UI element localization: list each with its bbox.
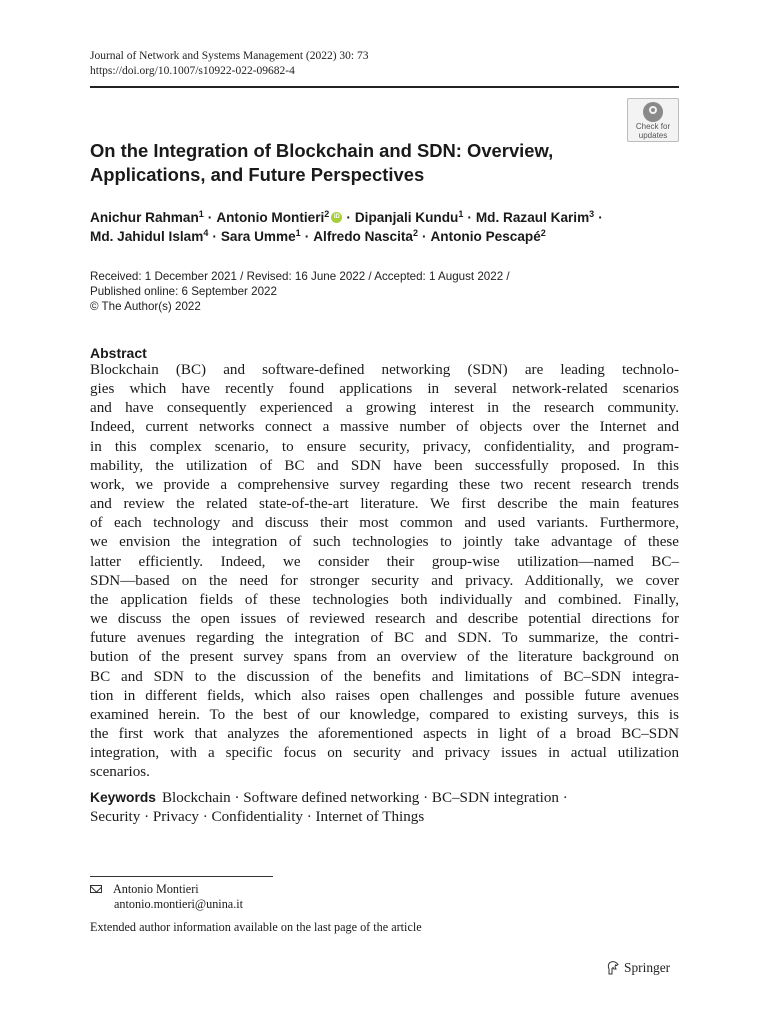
abstract-line: work, we provide a comprehensive survey regarding these two recent research trends [90, 476, 679, 493]
abstract-line: we envision the integration of such technologies to jointly take advantage of these [90, 534, 679, 551]
history-dates: Received: 1 December 2021 / Revised: 16 June 2022 / Accepted: 1 August 2022 / [90, 270, 510, 283]
abstract-line: and review the related state-of-the-art literature. We first describe the main features [90, 496, 679, 513]
copyright: © The Author(s) 2022 [90, 300, 201, 313]
publisher-logo [606, 959, 670, 977]
orcid-icon[interactable] [331, 212, 342, 223]
author-affiliation: 1 [295, 228, 301, 238]
author-name: Dipanjali Kundu [354, 210, 459, 225]
abstract-line: mability, the utilization of BC and SDN have been successfully proposed. In this [90, 457, 679, 474]
corresponding-author-email[interactable]: antonio.montieri@unina.it [114, 897, 244, 911]
journal-citation: Journal of Network and Systems Management (2022) 30: 73 [90, 50, 369, 62]
author-affiliation: 3 [589, 209, 595, 219]
check-for-updates-icon [643, 102, 663, 122]
author-affiliation: 2 [540, 228, 546, 238]
doi-link[interactable]: https://doi.org/10.1007/s10922-022-09682-4 [90, 65, 295, 77]
corresponding-author [90, 882, 243, 912]
author-name: Antonio Montieri [216, 210, 325, 225]
publication-history [90, 269, 510, 314]
check-for-updates-badge[interactable] [627, 98, 679, 142]
abstract-line: scenarios. [90, 764, 150, 781]
header-rule [90, 86, 679, 88]
author-affiliation: 4 [203, 228, 209, 238]
badge-line-1: Check for [635, 122, 671, 131]
abstract-line: examined herein. To the best of our knowledge, compared to existing surveys, this is [90, 706, 679, 723]
abstract-line: Blockchain (BC) and software-defined networking (SDN) are leading technolo- [90, 362, 679, 378]
abstract-line: the application fields of these technologies both individually and combined. Finally, [90, 591, 679, 608]
envelope-icon [90, 885, 102, 893]
author-name: Anichur Rahman [90, 210, 199, 225]
title-line-2: Applications, and Future Perspectives [90, 164, 425, 185]
springer-horse-icon [606, 960, 619, 975]
author-name: Antonio Pescapé [430, 229, 541, 244]
author-affiliation: 1 [458, 209, 464, 219]
abstract-line: SDN—based on the need for stronger security and privacy. Additionally, we cover [90, 572, 679, 589]
author-affiliation: 2 [412, 228, 418, 238]
abstract-line: and have consequently experienced a growing interest in the research community. [90, 400, 679, 417]
abstract-line: we discuss the open issues of reviewed research and describe potential directions for [90, 611, 679, 628]
badge-line-2: updates [638, 130, 668, 140]
abstract-line: latter efficiently. Indeed, we consider their group-wise utilization—named BC– [90, 553, 679, 570]
keywords-label: Keywords [90, 790, 156, 805]
journal-header [90, 49, 369, 79]
abstract-line: future avenues regarding the integration of BC and SDN. To summarize, the contri- [90, 630, 679, 647]
abstract-line: of each technology and discuss their most common and used variants. Furthermore, [90, 515, 679, 532]
footnote-rule [90, 876, 273, 877]
abstract-line: tion in different fields, which also raises open challenges and possible future avenues [90, 687, 679, 704]
corresponding-author-name: Antonio Montieri [113, 882, 199, 896]
abstract-line: the first work that analyzes the aforementioned aspects in light of a broad BC–SDN [90, 725, 679, 742]
author-list: Anichur Rahman$^1$ · Antonio Montieri$^2$iD · Dipanjali Kundu$^1$ · Md. Razaul Karim$^3$ · Md. Jahidul Islam$^4$ · Sara Umme$^1$ · Alfredo Nascita$^2$ · Antonio Pescapé$^2$ [90, 208, 690, 246]
history-published: Published online: 6 September 2022 [90, 285, 277, 298]
abstract-line: Indeed, current networks connect a massive number of objects over the Internet and [90, 419, 679, 436]
publisher-name: Springer [624, 960, 671, 975]
abstract-heading: Abstract [90, 345, 147, 361]
abstract-line: gies which have recently found applications in several network-related scenarios [90, 381, 679, 398]
author-name: Alfredo Nascita [313, 229, 413, 244]
paper-title [90, 139, 620, 187]
author-affiliation: 1 [198, 209, 204, 219]
keywords [90, 788, 679, 827]
keywords-line-2: Security · Privacy · Confidentiality · Internet of Things [90, 809, 425, 825]
abstract-line: BC and SDN to the discussion of the benefits and limitations of BC–SDN integra- [90, 668, 679, 685]
author-name: Md. Jahidul Islam [90, 229, 204, 244]
abstract-line: integration, with a specific focus on security and privacy issues in actual utilization [90, 745, 679, 762]
author-name: Md. Razaul Karim [475, 210, 590, 225]
keywords-line-1: Blockchain · Software defined networking · BC–SDN integration · [161, 790, 568, 806]
abstract-line: bution of the present survey spans from an overview of the literature background on [90, 649, 679, 666]
title-line-1: On the Integration of Blockchain and SDN: Overview, [90, 140, 554, 161]
author-affiliation: 2 [324, 209, 330, 219]
abstract-body [90, 361, 679, 782]
abstract-line: in this complex scenario, to ensure security, privacy, confidentiality, and program- [90, 438, 679, 455]
extended-author-info: Extended author information available on the last page of the article [90, 920, 422, 934]
author-name: Sara Umme [220, 229, 296, 244]
